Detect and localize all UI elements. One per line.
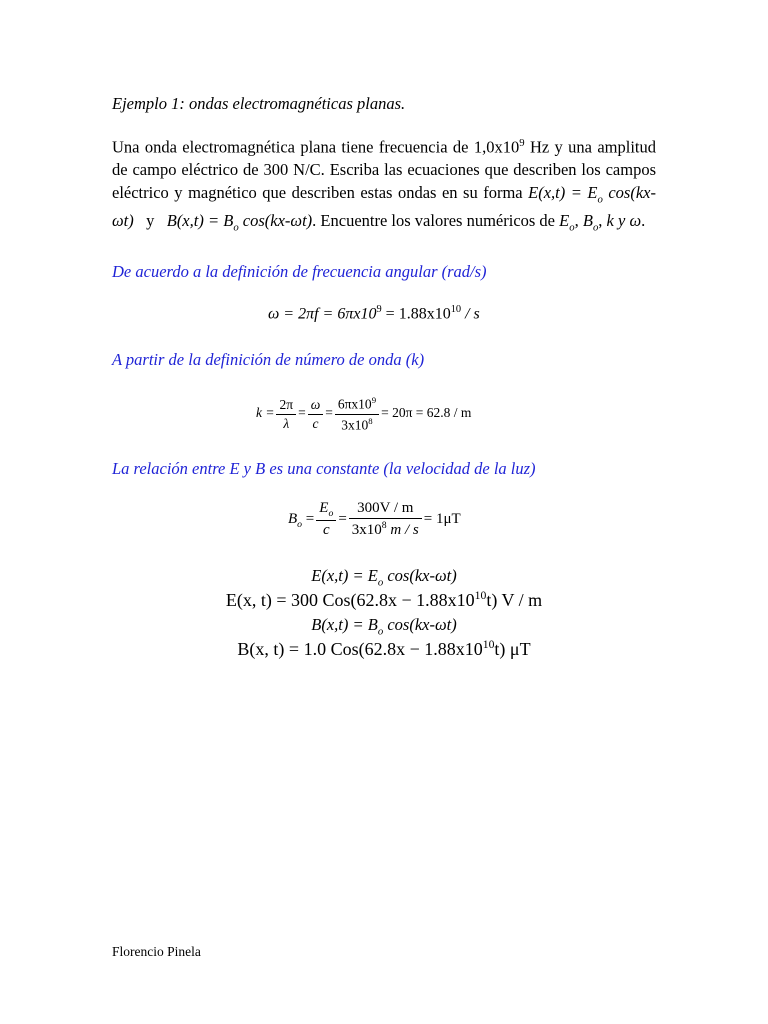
- eq1-b-exp: 10: [450, 304, 462, 315]
- mf-form-b: cos(kx-ωt): [238, 211, 313, 231]
- frequency-exponent: 9: [519, 137, 525, 149]
- ef-form-b: cos(kx-ωt): [112, 182, 656, 231]
- eq2-f3-den-exp: 8: [368, 415, 373, 426]
- heading-angular-frequency: De acuerdo a la definición de frecuencia angular (rad/s): [112, 262, 487, 281]
- fraction-field-speed: [349, 500, 422, 539]
- eq3-f1-den: c: [322, 522, 330, 538]
- eq3-f1-num: [316, 500, 336, 521]
- statement-text-2: Hz y una amplitud de campo eléctrico de 300 N/C. Escriba las ecuaciones que describen los campos eléctrico y magnético que describen estas ondas en su forma: [112, 137, 656, 202]
- eq2-f3-num-base: 6πx10: [337, 396, 372, 412]
- result-b-numeric: [0, 638, 768, 660]
- fraction-2pi-lambda: [276, 397, 296, 432]
- eq2-f2-den: c: [312, 415, 319, 431]
- eq3-lhs-sub: o: [297, 518, 303, 530]
- eq2-f3-den-base: 3x10: [341, 417, 369, 432]
- example-title: Ejemplo 1: ondas electromagnéticas planas.: [112, 94, 406, 113]
- var-e: [559, 211, 575, 234]
- eq1-c: / s: [461, 305, 480, 323]
- var-b-sub: o: [592, 221, 599, 234]
- fraction-omega-c: [308, 397, 324, 432]
- ef-form-sub: o: [597, 192, 603, 205]
- eq2-f1-den: λ: [283, 415, 290, 431]
- eq3-f2-den: [349, 519, 422, 539]
- eq2-f3-den: [335, 415, 379, 434]
- r4-b: t) μT: [494, 639, 531, 659]
- eq3-f2-den-rest: m / s: [386, 522, 419, 538]
- result-e-numeric: [0, 589, 768, 611]
- eq2-f3-num: [335, 395, 379, 415]
- and-word: y: [146, 211, 155, 231]
- eq3-f2-den-base: 3x10: [351, 522, 382, 538]
- result-e-general: [0, 566, 768, 588]
- r2-b: t) V / m: [486, 590, 543, 610]
- r4-a: B(x, t) = 1.0 Cos(62.8x − 1.88x10: [237, 639, 483, 659]
- magnetic-field-form: [166, 211, 313, 234]
- result-b-general: [0, 615, 768, 637]
- equation-omega: [268, 304, 480, 323]
- eq3-f2-den-exp: 8: [381, 520, 387, 531]
- eq2-f1-num: 2π: [276, 397, 296, 415]
- eq3-f1-num-sub: o: [328, 508, 334, 519]
- r1-a: E(x,t) = E: [311, 566, 378, 585]
- statement-text-1: Una onda electromagnética plana tiene frecuencia de 1,0x10: [112, 137, 520, 157]
- r3-sub: o: [377, 625, 384, 638]
- mf-form-sub: o: [233, 221, 239, 234]
- r4-exp: 10: [482, 638, 495, 651]
- var-k-omega: k y ω: [606, 211, 642, 231]
- ef-form-a: E(x,t) = E: [528, 182, 598, 202]
- eq2-f3-num-exp: 9: [371, 395, 377, 405]
- r3-a: B(x,t) = B: [311, 615, 378, 634]
- var-e-base: E: [559, 211, 570, 231]
- author-footer: Florencio Pinela: [112, 944, 201, 959]
- r2-exp: 10: [474, 589, 487, 602]
- equation-bo: $B_o$ = $\frac{E_o}{c}$ = $\frac{300V / m}{3x10^8 m / s}$ = 1μT: [288, 500, 461, 538]
- r1-sub: o: [377, 576, 384, 589]
- fraction-eo-c: [316, 500, 336, 539]
- r1-b: cos(kx-ωt): [383, 566, 457, 585]
- eq2-lhs: k =: [256, 405, 275, 421]
- var-e-sub: o: [569, 221, 575, 234]
- var-b-base: B: [582, 211, 593, 231]
- eq2-f2-num: ω: [308, 397, 324, 415]
- equation-k: k = $\frac{2\pi}{\lambda}$ = $\frac{\omega}{c}$ = $\frac{6\pi x10^9}{3x10^8}$ = 20π = 62.8 / m: [256, 395, 472, 432]
- problem-statement: Una onda electromagnética plana tiene frecuencia de $1,0x10^9$ Hz y una amplitud de campo eléctrico de 300 N/C. Escriba las ecuaciones que describen los campos eléctrico y magnético que describen estas ondas en su forma $E(x,t) = E_o$ cos(kx-ωt) y $B(x,t) = B_o$ cos(kx-ωt). Encuentre los valores numéricos de $E_o$, $B_o$, k y ω.: [112, 137, 656, 234]
- fraction-values: [335, 395, 379, 433]
- eq3-rhs: = 1μT: [423, 510, 461, 527]
- var-b: [582, 211, 599, 234]
- eq2-rhs: = 20π = 62.8 / m: [381, 405, 472, 421]
- eq3-f1-num-base: E: [319, 500, 329, 516]
- eq1-a-exp: 9: [376, 304, 382, 315]
- mf-form-a: B(x,t) = B: [166, 211, 234, 231]
- statement-text-3: . Encuentre los valores numéricos de: [312, 211, 560, 231]
- eq3-lhs: B: [288, 510, 298, 527]
- eq1-b: = 1.88x10: [381, 305, 451, 323]
- r3-b: cos(kx-ωt): [383, 615, 457, 634]
- heading-wave-number: A partir de la definición de número de onda (k): [112, 350, 425, 369]
- heading-e-b-relation: La relación entre E y B es una constante (la velocidad de la luz): [112, 459, 536, 478]
- r2-a: E(x, t) = 300 Cos(62.8x − 1.88x10: [225, 590, 475, 610]
- eq3-f2-num: 300V / m: [349, 500, 422, 519]
- eq1-a: ω = 2πf = 6πx10: [268, 305, 377, 323]
